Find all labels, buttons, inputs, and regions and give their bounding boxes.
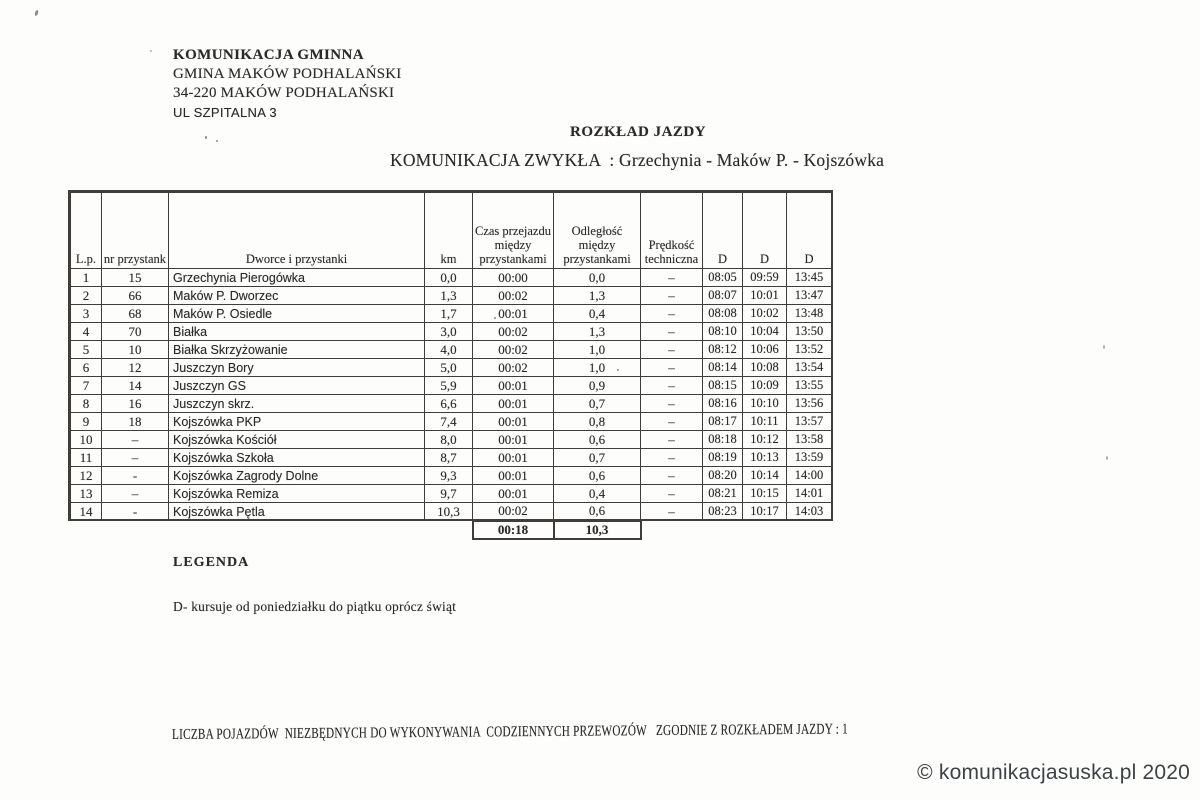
cell-speed: – [641, 413, 703, 431]
cell-travel-time: 00:01 [473, 377, 554, 395]
cell-departure-d2: 10:06 [743, 341, 787, 359]
cell-departure-d3: 14:03 [787, 503, 832, 521]
table-row [71, 287, 832, 305]
legend-title: LEGENDA [173, 555, 250, 570]
cell-lp: 7 [71, 377, 102, 395]
cell-distance: 0,6 [554, 431, 641, 449]
cell-departure-d3: 13:47 [787, 287, 832, 305]
cell-departure-d3: 13:56 [787, 395, 832, 413]
col-lp-header: L.p. [71, 193, 102, 269]
cell-distance: 1,0 [554, 341, 641, 359]
summary-spacer-left [71, 521, 473, 539]
col-stop-number-header: nr przystank [102, 193, 169, 269]
cell-distance: 0,4 [554, 485, 641, 503]
timetable-head [71, 193, 832, 269]
cell-km: 5,9 [425, 377, 473, 395]
cell-travel-time: 00:01 [473, 467, 554, 485]
cell-departure-d1: 08:08 [703, 305, 743, 323]
cell-lp: 9 [71, 413, 102, 431]
cell-departure-d1: 08:23 [703, 503, 743, 521]
cell-lp: 2 [71, 287, 102, 305]
cell-stop-number: 66 [102, 287, 169, 305]
summary-distance-total: 10,3 [554, 521, 641, 539]
cell-stop-number: - [102, 503, 169, 521]
cell-departure-d3: 13:50 [787, 323, 832, 341]
cell-departure-d3: 13:59 [787, 449, 832, 467]
cell-lp: 13 [71, 485, 102, 503]
cell-stop-number: 12 [102, 359, 169, 377]
cell-stop-name: Juszczyn GS [169, 377, 425, 395]
cell-km: 8,7 [425, 449, 473, 467]
cell-stop-number: 16 [102, 395, 169, 413]
cell-departure-d1: 08:18 [703, 431, 743, 449]
cell-stop-name: Białka Skrzyżowanie [169, 341, 425, 359]
cell-departure-d2: 10:14 [743, 467, 787, 485]
scan-speck [205, 136, 207, 139]
cell-speed: – [641, 377, 703, 395]
cell-distance: 0,7 [554, 395, 641, 413]
cell-departure-d2: 10:15 [743, 485, 787, 503]
table-row [71, 395, 832, 413]
table-row [71, 359, 832, 377]
organization-municipality: GMINA MAKÓW PODHALAŃSKI [173, 66, 402, 82]
footer-note: LICZBA POJAZDÓW NIEZBĘDNYCH DO WYKONYWANIA CODZIENNYCH PRZEWOZÓW ZGODNIE Z ROZKŁADEM JAZDY : 1 [171, 721, 848, 743]
cell-travel-time: 00:01 [473, 449, 554, 467]
cell-km: 1,3 [425, 287, 473, 305]
cell-distance: 0,8 [554, 413, 641, 431]
cell-lp: 3 [71, 305, 102, 323]
cell-departure-d3: 13:45 [787, 269, 832, 287]
cell-stop-name: Kojszówka Kościół [169, 431, 425, 449]
col-distance-header: Odległość między przystankami [554, 193, 641, 269]
cell-km: 8,0 [425, 431, 473, 449]
col-departure-d1-header: D [703, 193, 743, 269]
cell-travel-time: 00:00 [473, 269, 554, 287]
cell-lp: 10 [71, 431, 102, 449]
cell-departure-d1: 08:07 [703, 287, 743, 305]
table-row [71, 467, 832, 485]
timetable-body [71, 269, 832, 521]
cell-km: 9,7 [425, 485, 473, 503]
cell-stop-number: – [102, 431, 169, 449]
cell-distance: 0,7 [554, 449, 641, 467]
cell-lp: 8 [71, 395, 102, 413]
cell-speed: – [641, 485, 703, 503]
cell-km: 9,3 [425, 467, 473, 485]
cell-stop-name: Białka [169, 323, 425, 341]
cell-departure-d2: 10:13 [743, 449, 787, 467]
cell-departure-d1: 08:20 [703, 467, 743, 485]
scan-speck [494, 317, 496, 319]
cell-distance: 1,3 [554, 323, 641, 341]
cell-lp: 12 [71, 467, 102, 485]
organization-postal: 34-220 MAKÓW PODHALAŃSKI [173, 85, 395, 101]
cell-speed: – [641, 395, 703, 413]
cell-lp: 4 [71, 323, 102, 341]
cell-speed: – [641, 431, 703, 449]
organization-name: KOMUNIKACJA GMINNA [173, 47, 364, 63]
cell-km: 5,0 [425, 359, 473, 377]
cell-stop-number: 10 [102, 341, 169, 359]
cell-travel-time: 00:02 [473, 503, 554, 521]
cell-stop-number: 70 [102, 323, 169, 341]
cell-km: 7,4 [425, 413, 473, 431]
cell-departure-d1: 08:10 [703, 323, 743, 341]
route-title: KOMUNIKACJA ZWYKŁA : Grzechynia - Maków P. - Kojszówka [390, 150, 885, 170]
cell-lp: 5 [71, 341, 102, 359]
col-km-header: km [425, 193, 473, 269]
cell-stop-name: Kojszówka Remiza [169, 485, 425, 503]
cell-departure-d1: 08:14 [703, 359, 743, 377]
cell-stop-number: 15 [102, 269, 169, 287]
scan-speck [617, 369, 619, 371]
cell-travel-time: 00:01 [473, 395, 554, 413]
scan-speck [34, 10, 39, 17]
cell-travel-time: 00:01 [473, 485, 554, 503]
cell-lp: 1 [71, 269, 102, 287]
cell-km: 4,0 [425, 341, 473, 359]
cell-stop-number: – [102, 449, 169, 467]
cell-stop-name: Maków P. Osiedle [169, 305, 425, 323]
cell-departure-d3: 13:52 [787, 341, 832, 359]
cell-speed: – [641, 449, 703, 467]
col-stops-header: Dworce i przystanki [169, 193, 425, 269]
timetable-summary [71, 521, 832, 539]
cell-speed: – [641, 305, 703, 323]
cell-km: 6,6 [425, 395, 473, 413]
cell-departure-d1: 08:17 [703, 413, 743, 431]
timetable-table [70, 192, 832, 540]
cell-stop-number: 14 [102, 377, 169, 395]
table-row [71, 413, 832, 431]
cell-distance: 0,9 [554, 377, 641, 395]
cell-stop-name: Kojszówka Zagrody Dolne [169, 467, 425, 485]
cell-departure-d1: 08:16 [703, 395, 743, 413]
cell-travel-time: 00:02 [473, 341, 554, 359]
cell-departure-d2: 10:09 [743, 377, 787, 395]
cell-departure-d2: 10:12 [743, 431, 787, 449]
cell-departure-d2: 10:04 [743, 323, 787, 341]
cell-departure-d3: 13:54 [787, 359, 832, 377]
cell-departure-d2: 09:59 [743, 269, 787, 287]
scan-speck [216, 140, 218, 142]
cell-travel-time: 00:02 [473, 323, 554, 341]
table-row [71, 485, 832, 503]
table-row [71, 431, 832, 449]
table-row [71, 305, 832, 323]
legend-item: D- kursuje od poniedziałku do piątku oprócz świąt [173, 599, 457, 614]
copyright-watermark: © komunikacjasuska.pl 2020 [917, 761, 1190, 784]
cell-speed: – [641, 503, 703, 521]
scan-speck [1106, 456, 1108, 460]
cell-departure-d2: 10:11 [743, 413, 787, 431]
table-row [71, 323, 832, 341]
cell-travel-time: 00:02 [473, 359, 554, 377]
cell-stop-name: Juszczyn skrz. [169, 395, 425, 413]
cell-stop-name: Maków P. Dworzec [169, 287, 425, 305]
cell-departure-d3: 13:57 [787, 413, 832, 431]
cell-stop-name: Kojszówka Szkoła [169, 449, 425, 467]
cell-departure-d1: 08:21 [703, 485, 743, 503]
cell-departure-d2: 10:08 [743, 359, 787, 377]
cell-lp: 11 [71, 449, 102, 467]
cell-departure-d2: 10:17 [743, 503, 787, 521]
table-row [71, 269, 832, 287]
document-title: ROZKŁAD JAZDY [570, 124, 707, 140]
cell-stop-number: – [102, 485, 169, 503]
cell-departure-d2: 10:10 [743, 395, 787, 413]
cell-distance: 0,0 [554, 269, 641, 287]
cell-travel-time: 00:01 [473, 431, 554, 449]
cell-stop-number: - [102, 467, 169, 485]
col-departure-d3-header: D [787, 193, 832, 269]
header-row [71, 193, 832, 269]
cell-departure-d1: 08:12 [703, 341, 743, 359]
summary-travel-time-total: 00:18 [473, 521, 554, 539]
table-row [71, 503, 832, 521]
cell-speed: – [641, 323, 703, 341]
table-row [71, 449, 832, 467]
cell-stop-name: Grzechynia Pierogówka [169, 269, 425, 287]
cell-lp: 6 [71, 359, 102, 377]
table-row [71, 377, 832, 395]
col-departure-d2-header: D [743, 193, 787, 269]
cell-distance: 1,0 [554, 359, 641, 377]
summary-spacer-right [641, 521, 832, 539]
cell-distance: 0,6 [554, 503, 641, 521]
col-travel-time-header: Czas przejazdu między przystankami [473, 193, 554, 269]
cell-speed: – [641, 341, 703, 359]
cell-lp: 14 [71, 503, 102, 521]
cell-departure-d3: 13:55 [787, 377, 832, 395]
cell-km: 3,0 [425, 323, 473, 341]
cell-departure-d1: 08:15 [703, 377, 743, 395]
cell-departure-d2: 10:01 [743, 287, 787, 305]
cell-departure-d2: 10:02 [743, 305, 787, 323]
cell-travel-time: 00:01 [473, 305, 554, 323]
organization-block [173, 46, 402, 122]
cell-speed: – [641, 287, 703, 305]
cell-distance: 0,4 [554, 305, 641, 323]
cell-km: 1,7 [425, 305, 473, 323]
organization-street: UL SZPITALNA 3 [173, 105, 277, 120]
cell-speed: – [641, 269, 703, 287]
cell-km: 10,3 [425, 503, 473, 521]
cell-departure-d1: 08:19 [703, 449, 743, 467]
cell-distance: 0,6 [554, 467, 641, 485]
cell-departure-d3: 14:01 [787, 485, 832, 503]
cell-speed: – [641, 467, 703, 485]
cell-travel-time: 00:01 [473, 413, 554, 431]
cell-travel-time: 00:02 [473, 287, 554, 305]
summary-row [71, 521, 832, 539]
cell-km: 0,0 [425, 269, 473, 287]
cell-stop-number: 68 [102, 305, 169, 323]
cell-speed: – [641, 359, 703, 377]
cell-departure-d3: 13:58 [787, 431, 832, 449]
scan-speck [150, 50, 152, 52]
cell-distance: 1,3 [554, 287, 641, 305]
timetable [70, 192, 832, 540]
cell-departure-d1: 08:05 [703, 269, 743, 287]
cell-stop-name: Kojszówka Pętla [169, 503, 425, 521]
table-row [71, 341, 832, 359]
cell-stop-number: 18 [102, 413, 169, 431]
cell-stop-name: Juszczyn Bory [169, 359, 425, 377]
cell-departure-d3: 13:48 [787, 305, 832, 323]
cell-departure-d3: 14:00 [787, 467, 832, 485]
scan-speck [1103, 345, 1105, 349]
cell-stop-name: Kojszówka PKP [169, 413, 425, 431]
col-speed-header: Prędkość techniczna [641, 193, 703, 269]
